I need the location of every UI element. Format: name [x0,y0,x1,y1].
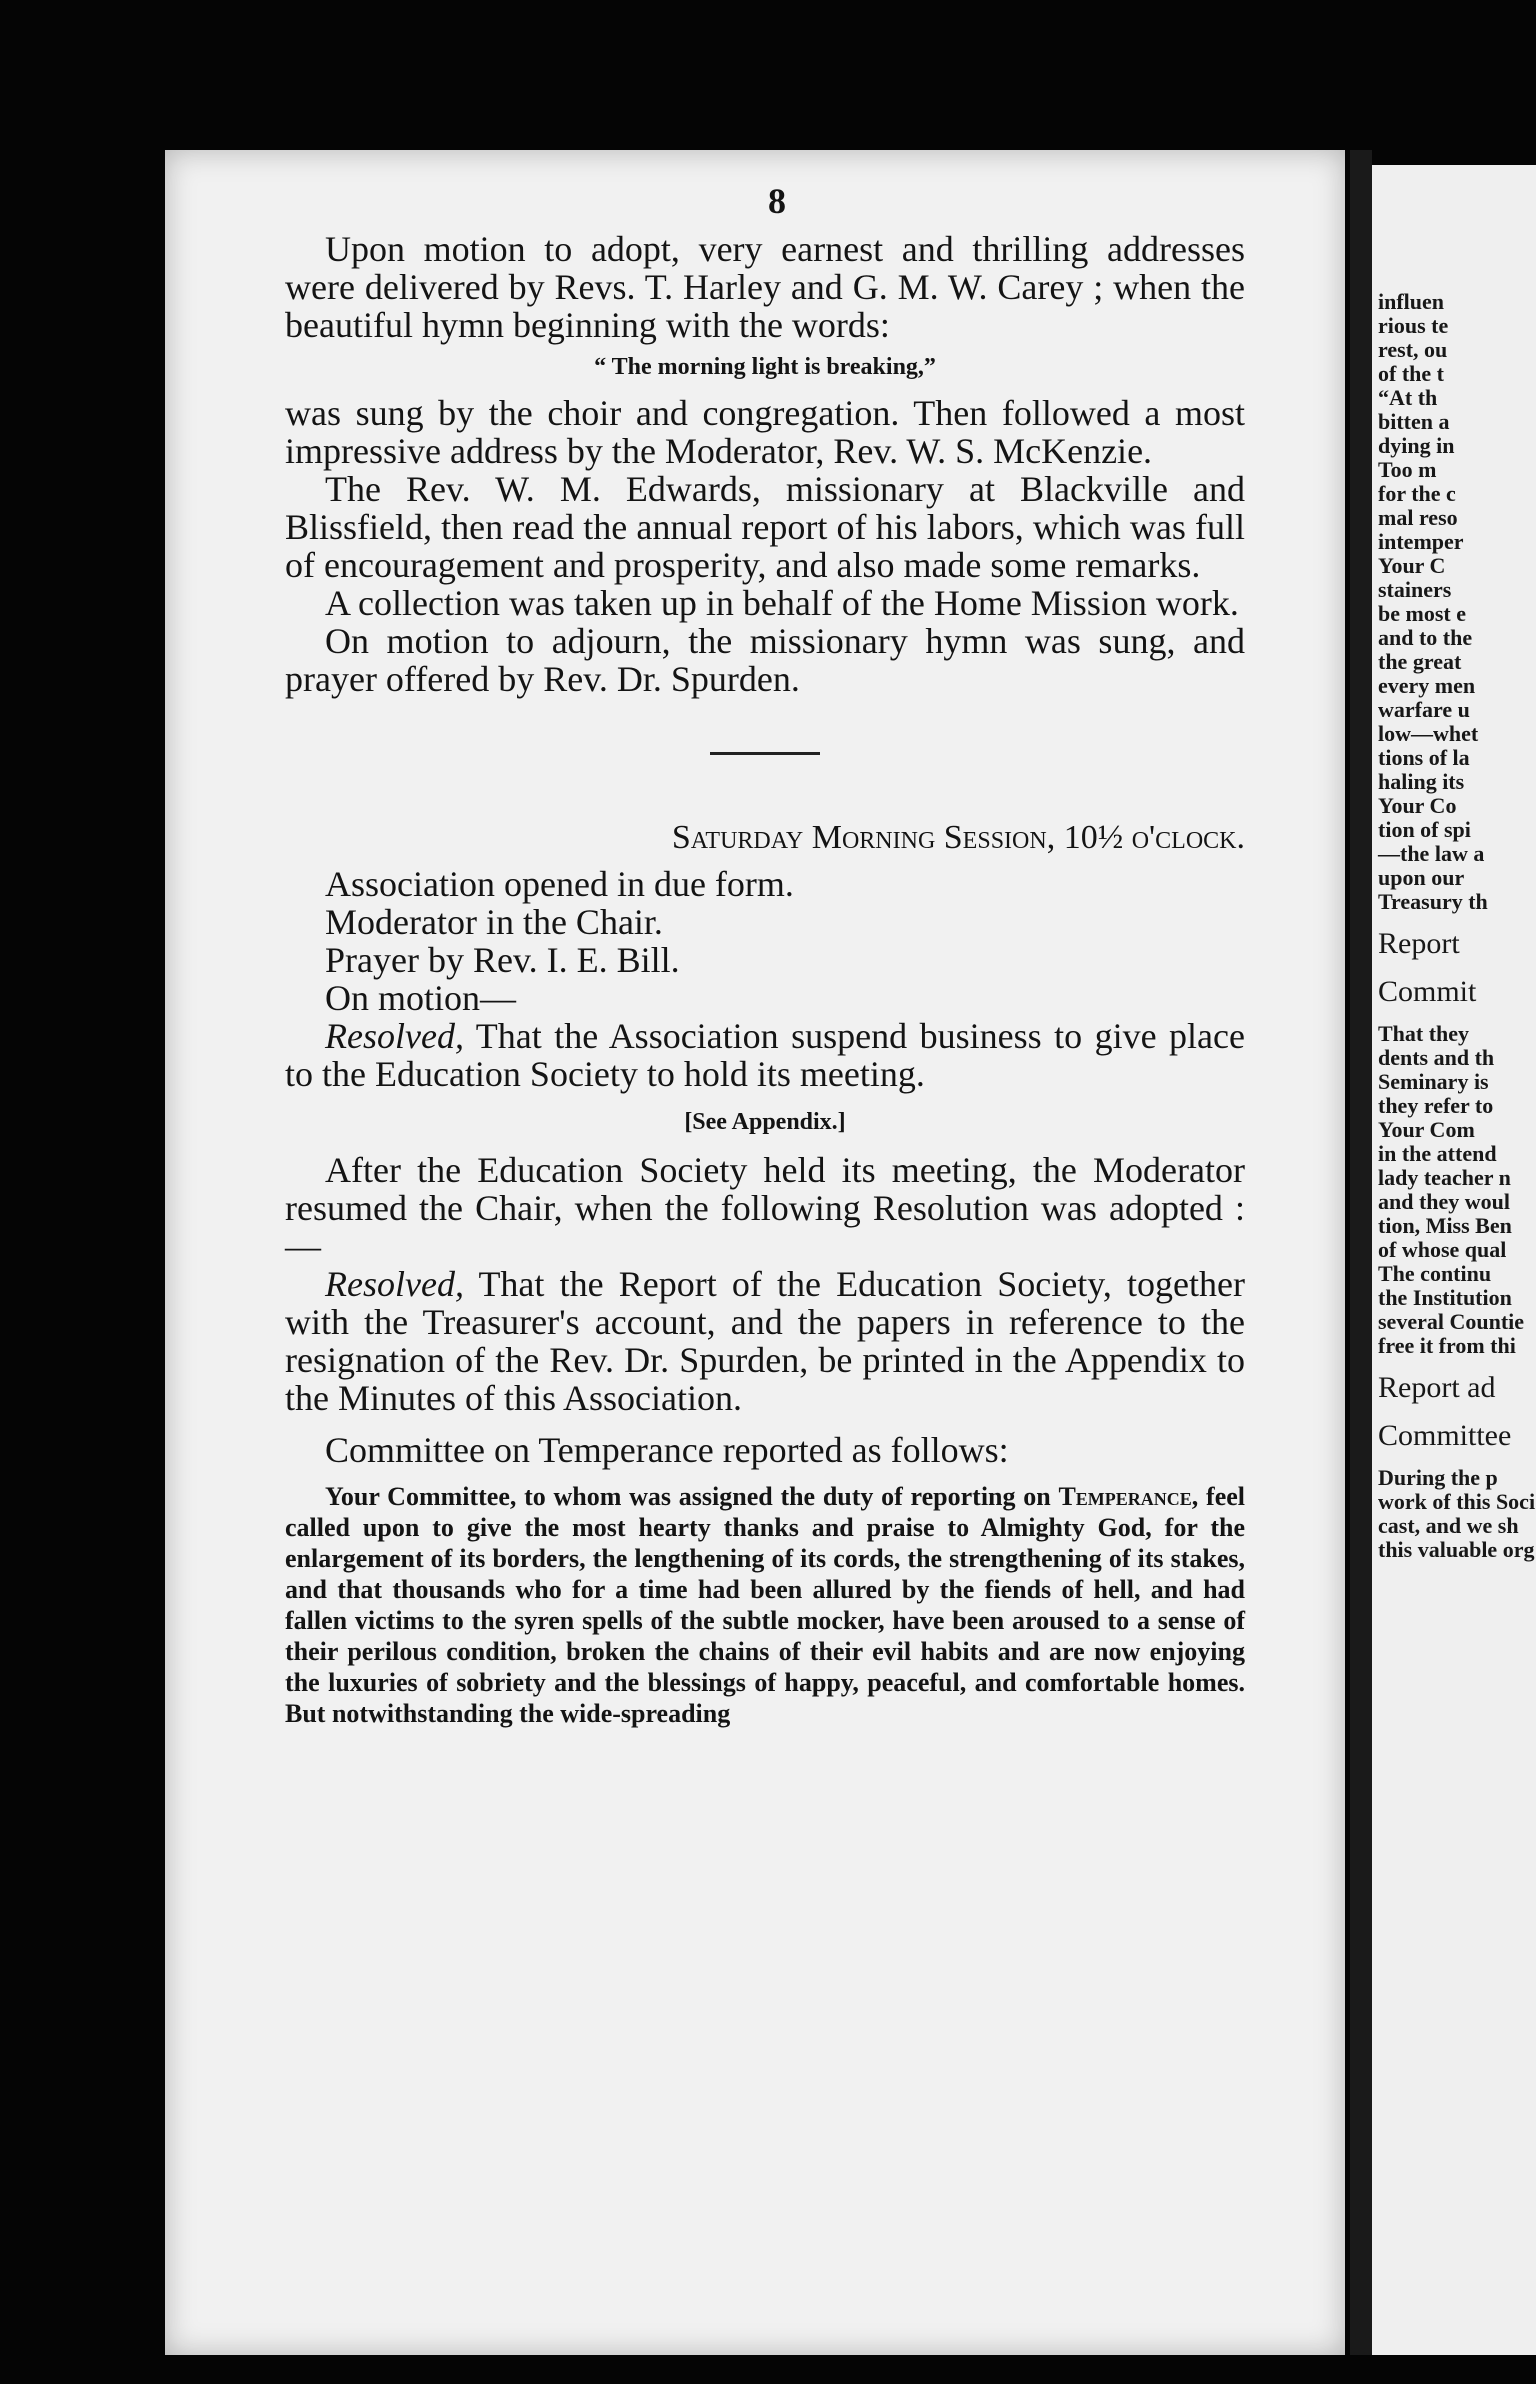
right-page-line: every men [1378,673,1476,698]
right-page-line: Your Co [1378,793,1457,818]
book-gutter [1350,150,1372,2355]
right-page-line: Report [1378,927,1460,960]
right-page-line: Treasury th [1378,889,1488,914]
resolution-text: That the Association suspend business to give place to the Education Society to hold its meeting. [285,1016,1245,1094]
right-page-line: intemper [1378,529,1464,554]
right-page-line: dents and th [1378,1045,1495,1070]
right-page-line: tion of spi [1378,817,1471,842]
right-page-line: Report ad [1378,1371,1496,1404]
temperance-report: Your Committee, to whom was assigned the duty of reporting on Temperance, feel called upon to give the most hearty thanks and praise to Almighty God, for the enlargement of its borders, the lengthening of its cords, the strengthening of its stakes, and that thousands who for a time had been allured by the fiends of hell, and had fallen victims to the syren spells of the subtle mocker, have been aroused to a sense of their perilous condition, broken the chains of their evil habits and are now enjoying the luxuries of sobriety and the blessings of happy, peaceful, and comfortable homes. But notwithstanding the wide-spreading [285,1482,1245,1728]
temperance-heading: Committee on Temperance reported as follows: [325,1430,1009,1470]
right-page-line: this valuable org [1378,1537,1535,1562]
right-page-line: tion, Miss Ben [1378,1213,1512,1238]
right-page-line: of whose qual [1378,1237,1507,1262]
paragraph-choir: was sung by the choir and congregation. Then followed a most impressive address by the Moderator, Rev. W. S. McKenzie. [285,393,1245,471]
right-page-line: rest, ou [1378,337,1448,362]
right-page-line: low—whet [1378,721,1479,746]
right-page-line: tions of la [1378,745,1470,770]
right-page-line: upon our [1378,865,1465,890]
right-page-line: they refer to [1378,1093,1494,1118]
right-page-line: work of this Soci [1378,1489,1536,1514]
right-page-line: bitten a [1378,409,1450,434]
session-line-motion: On motion— [325,978,517,1018]
right-page-line: The continu [1378,1261,1492,1286]
paragraph-edwards-report: The Rev. W. M. Edwards, missionary at Blackville and Blissfield, then read the annual report of his labors, which was full of encouragement and prosperity, and also made some remarks. [285,469,1245,585]
right-page-line: in the attend [1378,1141,1497,1166]
right-page-line: influen [1378,289,1445,314]
right-page-line: That they [1378,1021,1470,1046]
right-page-line: During the p [1378,1465,1498,1490]
right-page-line: and to the [1378,625,1473,650]
right-page-line: the great [1378,649,1462,674]
right-page-line: dying in [1378,433,1455,458]
right-page-line: for the c [1378,481,1456,506]
right-page-line: be most e [1378,601,1466,626]
right-page-line: —the law a [1378,841,1485,866]
right-page-line: lady teacher n [1378,1165,1511,1190]
session-line-prayer: Prayer by Rev. I. E. Bill. [325,940,680,980]
session-heading: Saturday Morning Session, 10½ o'clock. [671,819,1245,856]
paragraph-collection: A collection was taken up in behalf of the Home Mission work. [325,583,1239,623]
right-page-line: Committee [1378,1419,1512,1452]
resolved-label: Resolved, [325,1016,464,1056]
paragraph-adjourn: On motion to adjourn, the missionary hymn was sung, and prayer offered by Rev. Dr. Spurden. [285,621,1245,699]
right-page-line: and they woul [1378,1189,1511,1214]
resolution-education-report [285,1265,1245,1417]
left-page [165,150,1345,2355]
page-body [285,230,1245,1729]
session-line-opened: Association opened in due form. [325,864,794,904]
right-page-line: the Institution [1378,1285,1512,1310]
right-page-line: Your Com [1378,1117,1475,1142]
right-page-line: Your C [1378,553,1446,578]
session-line-moderator: Moderator in the Chair. [325,902,663,942]
resolution-suspend-business [285,1017,1245,1093]
right-page-line: Seminary is [1378,1069,1489,1094]
right-page-line: free it from thi [1378,1333,1516,1358]
right-page-line: several Countie [1378,1309,1525,1334]
right-page-line: rious te [1378,313,1449,338]
resolution-text: That the Report of the Education Society, together with the Treasurer's account, and the papers in reference to the resignation of the Rev. Dr. Spurden, be printed in the Appendix to the Minutes of this Association. [285,1264,1245,1418]
hymn-quote: “ The morning light is breaking,” [594,354,936,380]
page-number: 8 [768,181,786,221]
right-page-line: mal reso [1378,505,1458,530]
right-page-line: stainers [1378,577,1452,602]
appendix-note: [See Appendix.] [684,1109,846,1135]
paragraph-moderator-resumed: After the Education Society held its meeting, the Moderator resumed the Chair, when the following Resolution was adopted :— [285,1150,1245,1266]
right-page-line: Commit [1378,975,1477,1008]
right-page-text [1378,290,1536,1562]
section-divider [710,752,820,755]
right-page-line: Too m [1378,457,1437,482]
right-page-line: “At th [1378,385,1438,410]
paragraph-addresses: Upon motion to adopt, very earnest and thrilling addresses were delivered by Revs. T. Harley and G. M. W. Carey ; when the beautiful hymn beginning with the words: [285,229,1245,345]
right-page-line: of the t [1378,361,1444,386]
right-page-line: warfare u [1378,697,1470,722]
right-page-fragment [1372,165,1536,2355]
resolved-label: Resolved, [325,1264,464,1304]
right-page-line: haling its [1378,769,1465,794]
right-page-line: cast, and we sh [1378,1513,1519,1538]
